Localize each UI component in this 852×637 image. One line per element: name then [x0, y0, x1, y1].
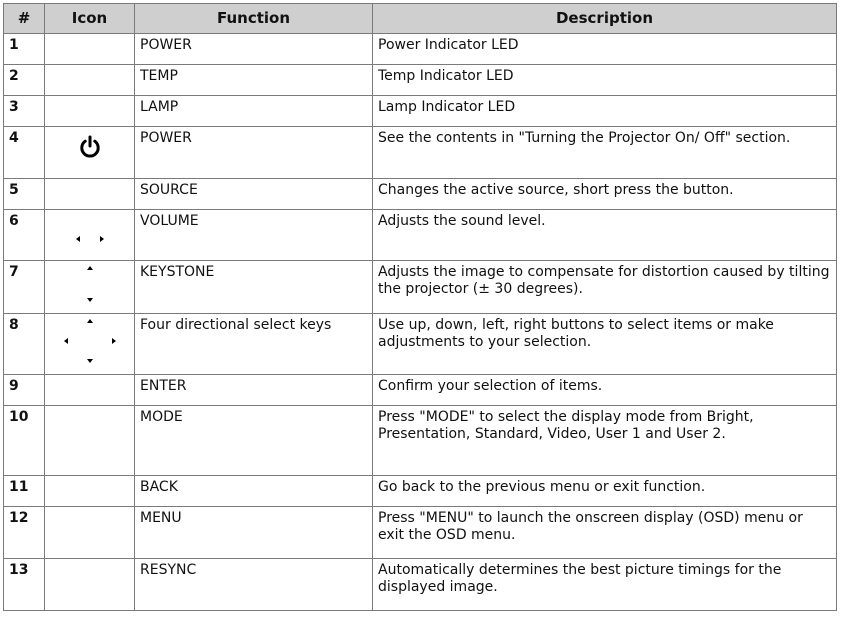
header-function: Function [135, 4, 373, 34]
icon-cell [45, 406, 135, 476]
table-row [4, 314, 837, 375]
header-icon: Icon [45, 4, 135, 34]
row-description: Press "MODE" to select the display mode from Bright, Presentation, Standard, Video, User 1 and User 2. [373, 406, 837, 476]
icon-cell [45, 96, 135, 127]
icon-cell [45, 65, 135, 96]
icon-cell [45, 507, 135, 559]
table-row [4, 34, 837, 65]
row-number: 9 [4, 375, 45, 406]
icon-cell [45, 559, 135, 611]
function-table [3, 3, 837, 611]
icon-cell [45, 210, 135, 261]
row-description: See the contents in "Turning the Projector On/ Off" section. [373, 127, 837, 179]
row-number: 2 [4, 65, 45, 96]
table-row [4, 96, 837, 127]
left-arrow-icon [76, 236, 80, 242]
header-number: # [4, 4, 45, 34]
row-function: LAMP [135, 96, 373, 127]
icon-cell [45, 179, 135, 210]
row-description: Changes the active source, short press the button. [373, 179, 837, 210]
table-row [4, 261, 837, 314]
row-number: 6 [4, 210, 45, 261]
right-arrow-icon [112, 338, 116, 344]
down-arrow-icon [87, 359, 93, 363]
table-row [4, 179, 837, 210]
row-description: Adjusts the sound level. [373, 210, 837, 261]
row-number: 13 [4, 559, 45, 611]
table-row [4, 559, 837, 611]
row-description: Automatically determines the best picture timings for the displayed image. [373, 559, 837, 611]
row-function: MENU [135, 507, 373, 559]
row-number: 11 [4, 476, 45, 507]
row-description: Press "MENU" to launch the onscreen display (OSD) menu or exit the OSD menu. [373, 507, 837, 559]
power-icon [78, 135, 102, 161]
table-header-row [4, 4, 837, 34]
icon-cell [45, 375, 135, 406]
row-description: Use up, down, left, right buttons to select items or make adjustments to your selection. [373, 314, 837, 375]
row-number: 5 [4, 179, 45, 210]
table-row [4, 65, 837, 96]
row-function: BACK [135, 476, 373, 507]
header-description: Description [373, 4, 837, 34]
row-function: RESYNC [135, 559, 373, 611]
table-row [4, 406, 837, 476]
row-function: TEMP [135, 65, 373, 96]
row-description: Lamp Indicator LED [373, 96, 837, 127]
row-function: POWER [135, 34, 373, 65]
table-row [4, 210, 837, 261]
row-description: Confirm your selection of items. [373, 375, 837, 406]
up-arrow-icon [87, 266, 93, 270]
row-function: KEYSTONE [135, 261, 373, 314]
table-row [4, 476, 837, 507]
row-function: Four directional select keys [135, 314, 373, 375]
row-function: SOURCE [135, 179, 373, 210]
row-function: MODE [135, 406, 373, 476]
row-description: Adjusts the image to compensate for distortion caused by tilting the projector (± 30 degrees). [373, 261, 837, 314]
row-number: 8 [4, 314, 45, 375]
row-number: 1 [4, 34, 45, 65]
row-number: 12 [4, 507, 45, 559]
row-function: ENTER [135, 375, 373, 406]
icon-cell [45, 476, 135, 507]
icon-cell [45, 261, 135, 314]
row-number: 10 [4, 406, 45, 476]
row-description: Go back to the previous menu or exit function. [373, 476, 837, 507]
right-arrow-icon [100, 236, 104, 242]
up-arrow-icon [87, 319, 93, 323]
row-function: VOLUME [135, 210, 373, 261]
row-number: 3 [4, 96, 45, 127]
icon-cell [45, 34, 135, 65]
down-arrow-icon [87, 298, 93, 302]
left-arrow-icon [64, 338, 68, 344]
table-row [4, 375, 837, 406]
row-function: POWER [135, 127, 373, 179]
icon-cell [45, 314, 135, 375]
row-number: 4 [4, 127, 45, 179]
table-row [4, 507, 837, 559]
row-description: Temp Indicator LED [373, 65, 837, 96]
row-number: 7 [4, 261, 45, 314]
icon-cell [45, 127, 135, 179]
row-description: Power Indicator LED [373, 34, 837, 65]
table-row [4, 127, 837, 179]
